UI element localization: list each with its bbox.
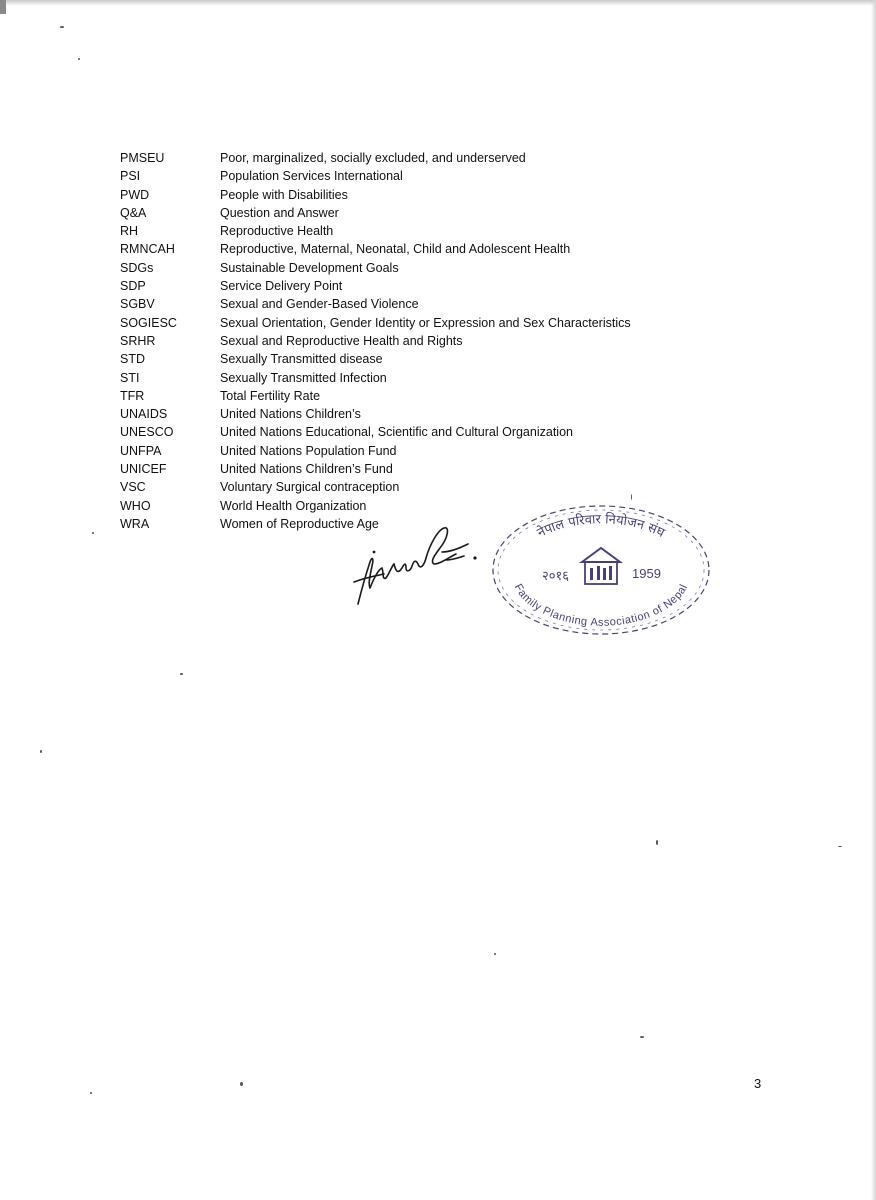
abbreviation-row xyxy=(120,442,680,460)
scan-edge-left xyxy=(0,0,6,14)
scan-speck xyxy=(90,1092,92,1094)
abbreviation-list xyxy=(120,149,680,533)
page-number: 3 xyxy=(754,1076,762,1091)
scan-speck xyxy=(838,846,842,847)
abbreviation-row xyxy=(120,222,680,240)
abbreviation-description: World Health Organization xyxy=(220,498,367,513)
abbreviation-row xyxy=(120,259,680,277)
house-icon xyxy=(582,548,620,584)
abbreviation-description: Sexual and Gender-Based Violence xyxy=(220,297,419,312)
abbreviation-description: United Nations Children’s Fund xyxy=(220,462,393,477)
abbreviation-description: Question and Answer xyxy=(220,205,339,220)
scan-speck xyxy=(656,840,658,845)
abbreviation-description: United Nations Children’s xyxy=(220,407,361,422)
abbreviation-code: RMNCAH xyxy=(120,242,175,257)
stamp-year-ad: 1959 xyxy=(632,566,661,581)
abbreviation-row xyxy=(120,350,680,368)
abbreviation-description: Voluntary Surgical contraception xyxy=(220,480,400,495)
abbreviation-row xyxy=(120,369,680,387)
abbreviation-row xyxy=(120,204,680,222)
abbreviation-row xyxy=(120,405,680,423)
abbreviation-row xyxy=(120,387,680,405)
abbreviation-code: STI xyxy=(120,370,140,385)
stamp-text-nepali: नेपाल परिवार नियोजन संघ xyxy=(535,512,667,541)
abbreviation-description: Sexual and Reproductive Health and Rights xyxy=(220,333,463,348)
abbreviation-description: Population Services International xyxy=(220,169,403,184)
signature xyxy=(348,518,483,610)
abbreviation-code: SOGIESC xyxy=(120,315,177,330)
abbreviation-code: PSI xyxy=(120,169,141,184)
abbreviation-row xyxy=(120,332,680,350)
scan-speck xyxy=(640,1036,644,1038)
scan-speck xyxy=(494,953,496,955)
abbreviation-code: RH xyxy=(120,224,139,239)
abbreviation-description: Service Delivery Point xyxy=(220,279,343,294)
abbreviation-code: Q&A xyxy=(120,205,147,220)
stamp-seal-icon xyxy=(490,500,712,640)
stamp-text-english: Family Planning Association of Nepal xyxy=(511,582,691,629)
abbreviation-row xyxy=(120,149,680,167)
abbreviation-row xyxy=(120,167,680,185)
abbreviation-row xyxy=(120,460,680,478)
abbreviation-code: STD xyxy=(120,352,145,367)
abbreviation-code: UNESCO xyxy=(120,425,174,440)
abbreviation-code: UNAIDS xyxy=(120,407,168,422)
abbreviation-description: Women of Reproductive Age xyxy=(220,516,379,531)
abbreviation-description: Sexual Orientation, Gender Identity or Expression and Sex Characteristics xyxy=(220,315,631,330)
abbreviation-row xyxy=(120,295,680,313)
abbreviation-description: Reproductive Health xyxy=(220,224,334,239)
abbreviation-code: PWD xyxy=(120,187,150,202)
scan-speck xyxy=(631,494,632,500)
abbreviation-description: Sexually Transmitted Infection xyxy=(220,370,387,385)
abbreviation-code: SDGs xyxy=(120,260,154,275)
scan-edge-right xyxy=(871,0,876,1200)
scan-speck xyxy=(92,532,94,534)
abbreviation-code: SGBV xyxy=(120,297,155,312)
svg-text:नेपाल परिवार नियोजन संघ xyxy=(535,511,668,541)
abbreviation-code: TFR xyxy=(120,388,145,403)
scan-speck xyxy=(40,750,42,753)
abbreviation-description: United Nations Population Fund xyxy=(220,443,397,458)
scan-speck xyxy=(78,58,80,60)
abbreviation-description: Sustainable Development Goals xyxy=(220,260,399,275)
scan-speck xyxy=(180,673,183,675)
abbreviation-code: VSC xyxy=(120,480,146,495)
abbreviation-row xyxy=(120,423,680,441)
abbreviation-row xyxy=(120,240,680,258)
abbreviation-description: Total Fertility Rate xyxy=(220,388,321,403)
organization-stamp xyxy=(490,500,712,640)
abbreviation-code: SDP xyxy=(120,279,146,294)
abbreviation-code: SRHR xyxy=(120,333,156,348)
scan-speck xyxy=(60,26,64,28)
stamp-year-bs: २०१६ xyxy=(542,568,570,583)
abbreviation-row xyxy=(120,314,680,332)
abbreviation-code: WRA xyxy=(120,516,150,531)
abbreviation-description: Sexually Transmitted disease xyxy=(220,352,383,367)
abbreviation-code: PMSEU xyxy=(120,151,165,165)
abbreviation-row xyxy=(120,277,680,295)
abbreviation-code: UNFPA xyxy=(120,443,162,458)
scan-speck xyxy=(240,1082,243,1086)
abbreviation-code: UNICEF xyxy=(120,462,167,477)
abbreviation-code: WHO xyxy=(120,498,151,513)
abbreviation-description: Poor, marginalized, socially excluded, and underserved xyxy=(220,151,526,165)
abbreviation-row xyxy=(120,478,680,496)
abbreviation-description: United Nations Educational, Scientific and Cultural Organization xyxy=(220,425,573,440)
abbreviation-description: People with Disabilities xyxy=(220,187,348,202)
abbreviation-row xyxy=(120,186,680,204)
scan-edge-top xyxy=(0,0,876,6)
abbreviation-description: Reproductive, Maternal, Neonatal, Child and Adolescent Health xyxy=(220,242,571,257)
